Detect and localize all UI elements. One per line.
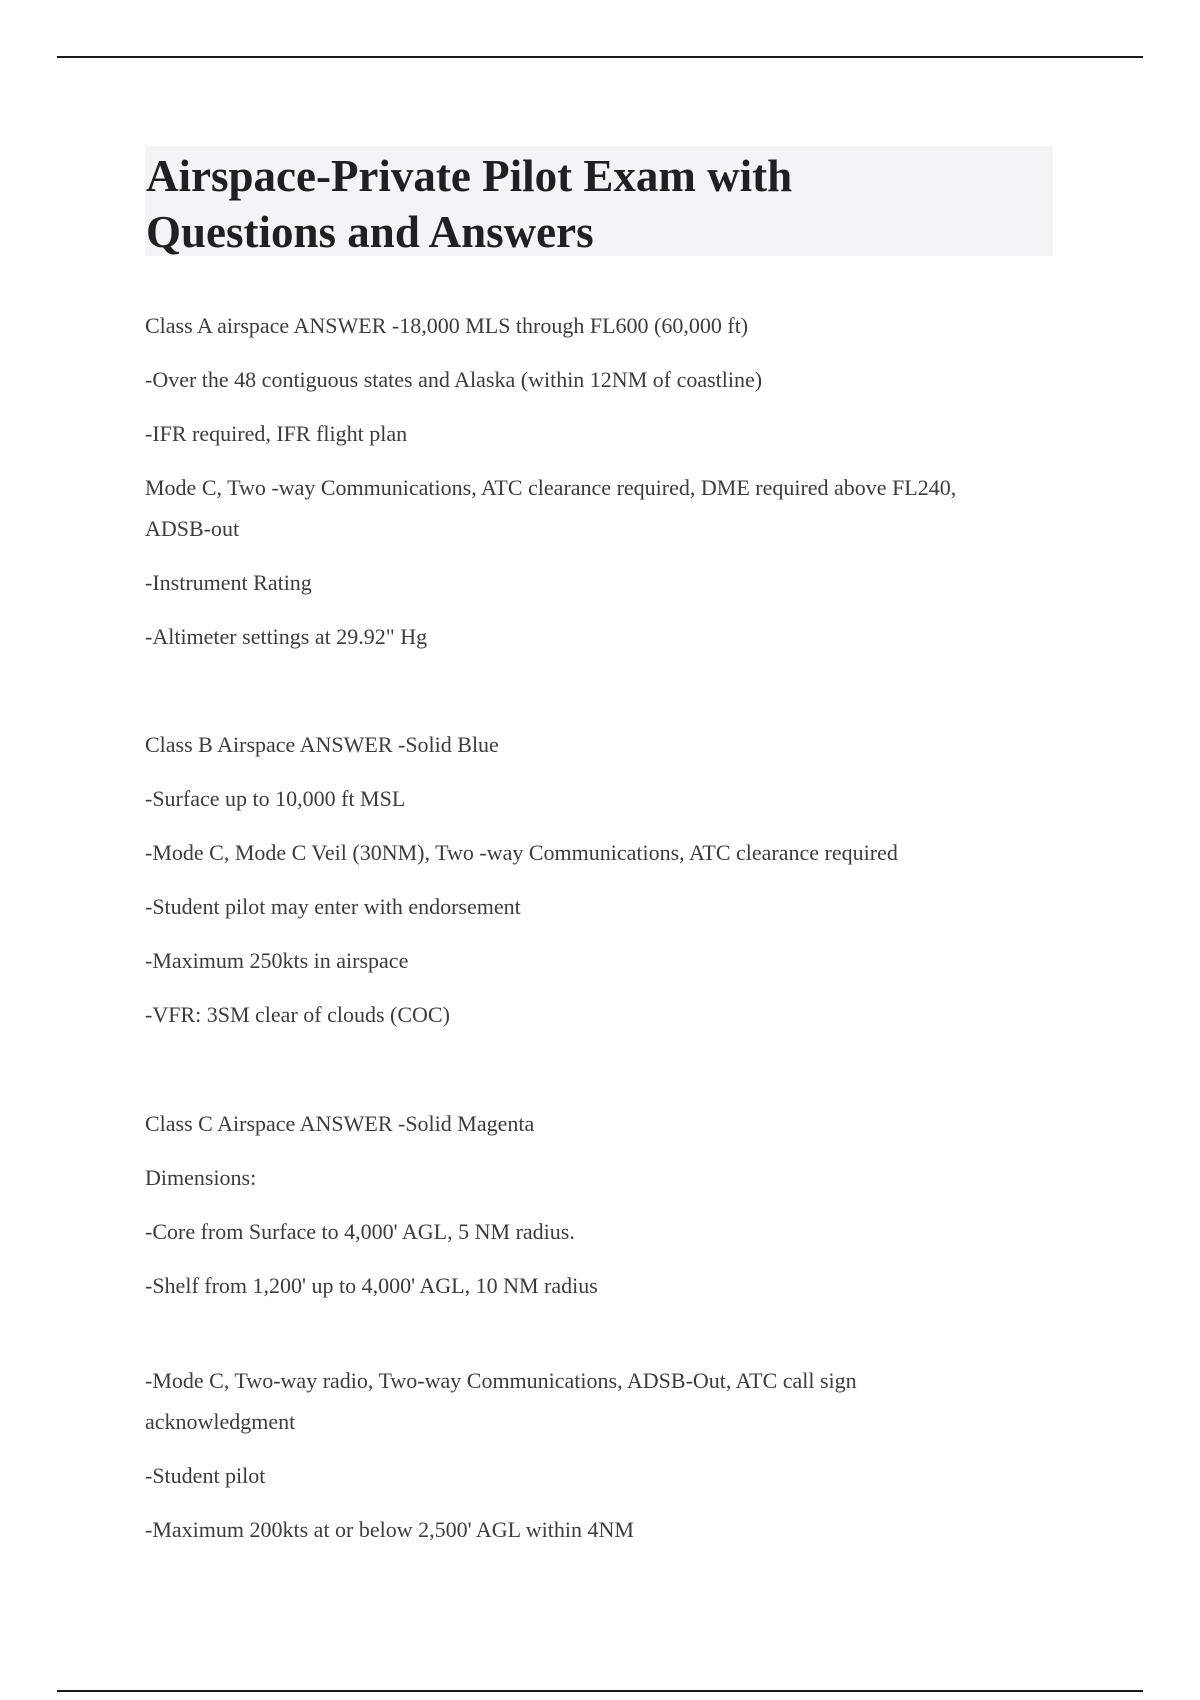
class-b-line-4: -Student pilot may enter with endorsement	[145, 894, 521, 919]
class-b-line-6: -VFR: 3SM clear of clouds (COC)	[145, 1002, 450, 1027]
class-a-section	[145, 305, 1055, 657]
title-line-2: Questions and Answers	[146, 207, 594, 257]
class-a-question: Class A airspace ANSWER -18,000 MLS through FL600 (60,000 ft)	[145, 313, 749, 338]
class-b-line-3: -Mode C, Mode C Veil (30NM), Two -way Communications, ATC clearance required	[145, 840, 898, 865]
class-c-line-3: -Core from Surface to 4,000' AGL, 5 NM radius.	[145, 1219, 575, 1244]
class-b-section	[145, 724, 1055, 1035]
document-title	[145, 146, 1053, 260]
class-a-line-2: -Over the 48 contiguous states and Alaska (within 12NM of coastline)	[145, 367, 763, 392]
class-c-line-4: -Shelf from 1,200' up to 4,000' AGL, 10 NM radius	[145, 1273, 598, 1298]
class-a-line-4a: Mode C, Two -way Communications, ATC clearance required, DME required above FL240,	[145, 475, 957, 500]
class-a-line-5: -Instrument Rating	[145, 570, 312, 595]
class-a-line-6: -Altimeter settings at 29.92" Hg	[145, 624, 428, 649]
class-c-line-6: -Student pilot	[145, 1463, 266, 1488]
class-a-line-4b: ADSB-out	[145, 516, 240, 541]
class-b-line-5: -Maximum 250kts in airspace	[145, 948, 409, 973]
class-a-line-4	[145, 467, 1055, 549]
class-c-line-5a: -Mode C, Two-way radio, Two-way Communications, ADSB-Out, ATC call sign	[145, 1368, 857, 1393]
top-divider	[57, 56, 1143, 58]
class-c-section	[145, 1103, 1055, 1550]
class-c-line-5	[145, 1360, 1055, 1442]
class-c-line-2: Dimensions:	[145, 1165, 257, 1190]
class-b-line-2: -Surface up to 10,000 ft MSL	[145, 786, 406, 811]
class-b-question: Class B Airspace ANSWER -Solid Blue	[145, 732, 499, 757]
class-c-line-5b: acknowledgment	[145, 1409, 296, 1434]
class-a-line-3: -IFR required, IFR flight plan	[145, 421, 408, 446]
bottom-divider	[57, 1690, 1143, 1692]
class-c-line-7: -Maximum 200kts at or below 2,500' AGL within 4NM	[145, 1517, 634, 1542]
title-line-1: Airspace-Private Pilot Exam with	[146, 151, 793, 201]
class-c-question: Class C Airspace ANSWER -Solid Magenta	[145, 1111, 535, 1136]
title-block	[145, 146, 1053, 256]
